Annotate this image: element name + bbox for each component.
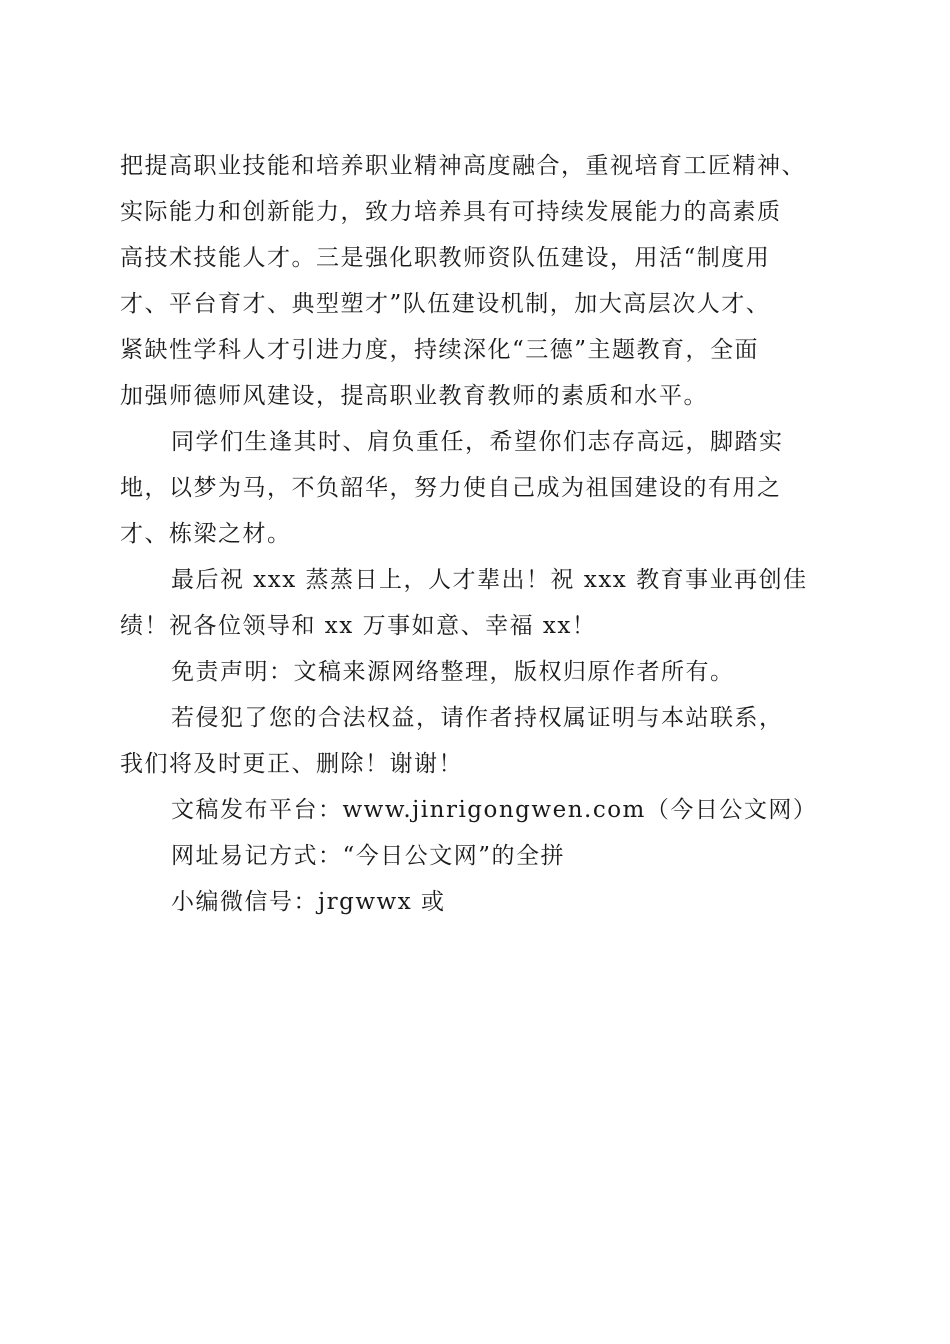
body-line: 实际能力和创新能力，致力培养具有可持续发展能力的高素质: [120, 199, 782, 225]
wechat-line: 小编微信号：jrgwwx 或: [171, 889, 446, 915]
body-line: 绩！祝各位领导和 xx 万事如意、幸福 xx！: [120, 613, 597, 639]
disclaimer-line: 我们将及时更正、删除！谢谢！: [120, 751, 463, 777]
mnemonic-line: 网址易记方式：“今日公文网”的全拼: [171, 843, 566, 869]
platform-line: 文稿发布平台：www.jinrigongwen.com（今日公文网）: [171, 797, 818, 823]
disclaimer-line: 若侵犯了您的合法权益，请作者持权属证明与本站联系，: [171, 705, 784, 731]
body-line: 同学们生逢其时、肩负重任，希望你们志存高远，脚踏实: [171, 429, 784, 455]
document-body: [120, 143, 826, 925]
disclaimer-line: 免责声明：文稿来源网络整理，版权归原作者所有。: [171, 659, 735, 685]
body-line: 才、平台育才、典型塑才”队伍建设机制，加大高层次人才、: [120, 291, 771, 317]
body-line: 紧缺性学科人才引进力度，持续深化“三德”主题教育，全面: [120, 337, 760, 363]
body-line: 加强师德师风建设，提高职业教育教师的素质和水平。: [120, 383, 708, 409]
body-line: 高技术技能人才。三是强化职教师资队伍建设，用活“制度用: [120, 245, 771, 271]
body-line: 把提高职业技能和培养职业精神高度融合，重视培育工匠精神、: [120, 153, 806, 179]
body-line: 地，以梦为马，不负韶华，努力使自己成为祖国建设的有用之: [120, 475, 782, 501]
body-line: 才、栋梁之材。: [120, 521, 292, 547]
body-line: 最后祝 xxx 蒸蒸日上，人才辈出！祝 xxx 教育事业再创佳: [171, 567, 808, 593]
